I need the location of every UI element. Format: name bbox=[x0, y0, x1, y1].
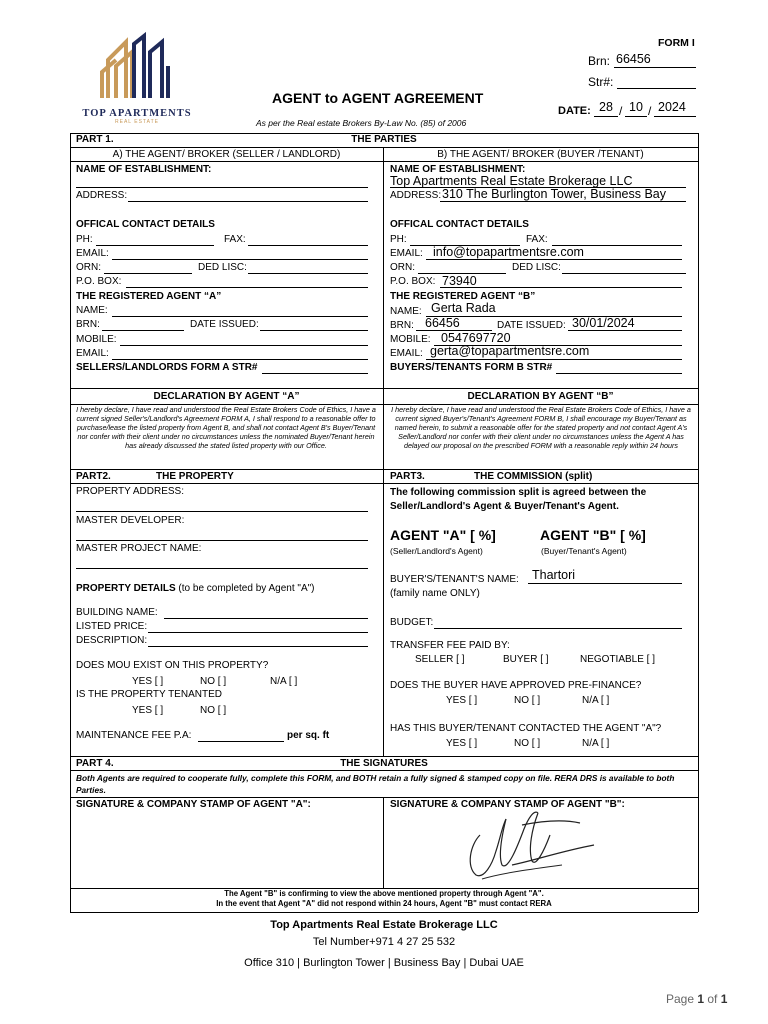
logo-mark-icon bbox=[78, 30, 196, 102]
form-id: FORM I bbox=[658, 37, 695, 49]
a-date-issued-field[interactable] bbox=[260, 330, 368, 331]
tenanted-no[interactable]: NO [ ] bbox=[200, 705, 227, 716]
b-brn-label: BRN: bbox=[390, 320, 414, 331]
transfer-buyer[interactable]: BUYER [ ] bbox=[503, 654, 549, 665]
b-date-issued-value[interactable]: 30/01/2024 bbox=[572, 316, 635, 330]
page-total: 1 bbox=[720, 992, 728, 1006]
a-ph-field[interactable] bbox=[96, 245, 214, 246]
page-of: of bbox=[704, 992, 721, 1006]
signature-b-label: SIGNATURE & COMPANY STAMP OF AGENT "B": bbox=[390, 799, 625, 810]
a-str-field[interactable] bbox=[262, 373, 368, 374]
page-title: AGENT to AGENT AGREEMENT bbox=[272, 90, 484, 106]
agent-a-split[interactable]: AGENT "A" [ %] bbox=[390, 527, 496, 543]
b-pobox-label: P.O. BOX: bbox=[390, 276, 436, 287]
b-ded-label: DED LISC: bbox=[512, 262, 561, 273]
part3-title: THE COMMISSION (split) bbox=[474, 471, 593, 482]
a-pobox-label: P.O. BOX: bbox=[76, 276, 122, 287]
description-label: DESCRIPTION: bbox=[76, 635, 148, 646]
buyer-name-value[interactable]: Thartori bbox=[532, 568, 576, 582]
master-project-field[interactable] bbox=[76, 568, 368, 569]
budget-field[interactable] bbox=[434, 628, 682, 629]
part4-title: THE SIGNATURES bbox=[340, 758, 428, 769]
a-email-field[interactable] bbox=[112, 259, 368, 260]
property-address-label: PROPERTY ADDRESS: bbox=[76, 486, 184, 497]
a-agent-email-field[interactable] bbox=[112, 359, 368, 360]
b-name-value[interactable]: Gerta Rada bbox=[431, 301, 496, 315]
mou-no[interactable]: NO [ ] bbox=[200, 676, 227, 687]
contacted-question: HAS THIS BUYER/TENANT CONTACTED THE AGENT "A"? bbox=[390, 723, 662, 734]
prefinance-yes[interactable]: YES [ ] bbox=[446, 695, 478, 706]
family-only-note: (family name ONLY) bbox=[390, 588, 480, 599]
prefinance-na[interactable]: N/A [ ] bbox=[582, 695, 610, 706]
a-name-label: NAME: bbox=[76, 305, 108, 316]
tenanted-yes[interactable]: YES [ ] bbox=[132, 705, 164, 716]
a-name-field[interactable] bbox=[112, 316, 368, 317]
b-orn-label: ORN: bbox=[390, 262, 415, 273]
b-contact-heading: OFFICAL CONTACT DETAILS bbox=[390, 219, 529, 230]
b-pobox-value[interactable]: 73940 bbox=[442, 274, 477, 288]
listed-price-label: LISTED PRICE: bbox=[76, 621, 148, 632]
b-fax-label: FAX: bbox=[526, 234, 548, 245]
a-establishment-field[interactable] bbox=[76, 187, 368, 188]
a-mobile-label: MOBILE: bbox=[76, 334, 117, 345]
logo-tagline: REAL ESTATE bbox=[115, 119, 159, 125]
property-address-field[interactable] bbox=[76, 511, 368, 512]
date-label: DATE: bbox=[558, 105, 591, 117]
b-mobile-label: MOBILE: bbox=[390, 334, 431, 345]
decl-a-title: DECLARATION BY AGENT “A” bbox=[153, 391, 300, 402]
a-pobox-field[interactable] bbox=[126, 287, 368, 288]
a-ded-field[interactable] bbox=[248, 273, 368, 274]
footer-note-1: The Agent "B" is confirming to view the above mentioned property through Agent "A". bbox=[224, 889, 544, 898]
b-ph-label: PH: bbox=[390, 234, 407, 245]
signature-a-area[interactable] bbox=[72, 812, 381, 886]
a-address-label: ADDRESS: bbox=[76, 190, 128, 201]
b-email-label: EMAIL: bbox=[390, 248, 423, 259]
b-agent-email-value[interactable]: gerta@topapartmentsre.com bbox=[430, 344, 590, 358]
b-str-field[interactable] bbox=[556, 373, 682, 374]
agent-b-sub: (Buyer/Tenant's Agent) bbox=[541, 546, 627, 556]
b-email-value[interactable]: info@topapartmentsre.com bbox=[433, 245, 584, 259]
a-establishment-label: NAME OF ESTABLISHMENT: bbox=[76, 164, 212, 175]
date-year[interactable]: 2024 bbox=[658, 100, 686, 114]
b-brn-value[interactable]: 66456 bbox=[425, 316, 460, 330]
footer-note-2: In the event that Agent "A" did not respond within 24 hours, Agent "B" must contact RERA bbox=[216, 899, 552, 908]
part4-note: Both Agents are required to cooperate fully, complete this FORM, and BOTH retain a fully signed & stamped copy on file. RERA DRS is available to both Parties. bbox=[76, 773, 675, 795]
company-name: Top Apartments Real Estate Brokerage LLC bbox=[270, 919, 498, 931]
a-brn-label: BRN: bbox=[76, 319, 100, 330]
company-logo bbox=[78, 30, 196, 125]
transfer-negotiable[interactable]: NEGOTIABLE [ ] bbox=[580, 654, 656, 665]
mou-question: DOES MOU EXIST ON THIS PROPERTY? bbox=[76, 660, 269, 671]
b-agent-email-label: EMAIL: bbox=[390, 348, 423, 359]
page-label: Page bbox=[666, 992, 698, 1006]
a-ph-label: PH: bbox=[76, 234, 93, 245]
transfer-fee-label: TRANSFER FEE PAID BY: bbox=[390, 640, 510, 651]
decl-b-title: DECLARATION BY AGENT “B” bbox=[467, 391, 614, 402]
buyer-name-label: BUYER'S/TENANT'S NAME: bbox=[390, 574, 519, 585]
part1-title: THE PARTIES bbox=[351, 134, 417, 145]
a-str-label: SELLERS/LANDLORDS FORM A STR# bbox=[76, 362, 258, 373]
b-establishment-label: NAME OF ESTABLISHMENT: bbox=[390, 164, 526, 175]
part3-label: PART3. bbox=[390, 471, 425, 482]
master-project-label: MASTER PROJECT NAME: bbox=[76, 543, 202, 554]
a-fax-label: FAX: bbox=[224, 234, 246, 245]
b-date-issued-label: DATE ISSUED: bbox=[497, 320, 566, 331]
str-label: Str#: bbox=[588, 75, 614, 89]
a-ded-label: DED LISC: bbox=[198, 262, 247, 273]
a-date-issued-label: DATE ISSUED: bbox=[190, 319, 259, 330]
b-str-label: BUYERS/TENANTS FORM B STR# bbox=[390, 362, 553, 373]
listed-price-field[interactable] bbox=[148, 632, 368, 633]
a-address-field[interactable] bbox=[128, 201, 368, 202]
a-agent-email-label: EMAIL: bbox=[76, 348, 109, 359]
b-establishment-value[interactable]: Top Apartments Real Estate Brokerage LLC bbox=[390, 174, 633, 188]
date-day[interactable]: 28 bbox=[599, 100, 613, 114]
b-ded-field[interactable] bbox=[562, 273, 686, 274]
property-details-bold: PROPERTY DETAILS bbox=[76, 583, 176, 594]
decl-a-text: I hereby declare, I have read and understood the Real Estate Brokers Code of Ethics, I have a current signed Seller's/Landlord's Agreement FORM A, I shall respond to a reasonable offer to purchase/lease the listed property from Agent B, and shall not contact Agent B's Buyer/Tenant nor confer with their client under no circumstances unless the nominated Buyer/Tenant herein has already discussed the stated listed property with our Office. bbox=[76, 405, 376, 450]
a-fax-field[interactable] bbox=[248, 245, 368, 246]
maintenance-label: MAINTENANCE FEE P.A: bbox=[76, 730, 192, 741]
page-current: 1 bbox=[697, 992, 705, 1006]
part1-label: PART 1. bbox=[76, 134, 114, 145]
part2-title: THE PROPERTY bbox=[156, 471, 234, 482]
contacted-no[interactable]: NO [ ] bbox=[514, 738, 541, 749]
commission-intro: The following commission split is agreed between the Seller/Landlord's Agent & Buyer/Tenant's Agent. bbox=[390, 487, 647, 512]
b-agent-heading: THE REGISTERED AGENT “B” bbox=[390, 291, 536, 302]
company-address: Office 310 | Burlington Tower | Business Bay | Dubai UAE bbox=[244, 957, 524, 969]
building-name-field[interactable] bbox=[164, 618, 368, 619]
company-tel: Tel Number+971 4 27 25 532 bbox=[312, 936, 456, 948]
property-details-heading bbox=[76, 583, 315, 595]
per-sqft-label: per sq. ft bbox=[287, 730, 330, 741]
b-mobile-value[interactable]: 0547697720 bbox=[441, 331, 511, 345]
building-name-label: BUILDING NAME: bbox=[76, 607, 158, 618]
decl-b-text: I hereby declare, I have read and understood the Real Estate Brokers Code of Ethics, I have a current signed Buyer's/Tenant's Agreement FORM B, I shall encourage my Buyer/Tenant as named herein, to submit a reasonable offer for the stated property and not contact Agent A's Seller/Landlord nor confer with their client under no circumstances unless the Agent A has delayed our proposal on the prescribed FORM with a reasonable reply within 24 hours bbox=[391, 405, 691, 450]
budget-label: BUDGET: bbox=[390, 617, 434, 628]
property-details-note: (to be completed by Agent "A") bbox=[175, 583, 315, 594]
agent-b-split[interactable]: AGENT "B" [ %] bbox=[540, 527, 646, 543]
a-orn-field[interactable] bbox=[104, 273, 192, 274]
signature-a-label: SIGNATURE & COMPANY STAMP OF AGENT "A": bbox=[76, 799, 311, 810]
maintenance-field[interactable] bbox=[198, 741, 284, 742]
a-orn-label: ORN: bbox=[76, 262, 101, 273]
master-developer-field[interactable] bbox=[76, 540, 368, 541]
date-month[interactable]: 10 bbox=[629, 100, 643, 114]
prefinance-no[interactable]: NO [ ] bbox=[514, 695, 541, 706]
page-subtitle: As per the Real estate Brokers By-Law No. (85) of 2006 bbox=[256, 118, 467, 128]
a-agent-heading: THE REGISTERED AGENT “A” bbox=[76, 291, 222, 302]
logo-brand: TOP APARTMENTS bbox=[82, 108, 192, 119]
b-name-label: NAME: bbox=[390, 306, 422, 317]
contacted-na[interactable]: N/A [ ] bbox=[582, 738, 610, 749]
brn-value[interactable]: 66456 bbox=[616, 52, 651, 66]
part2-label: PART2. bbox=[76, 471, 111, 482]
brn-label: Brn: bbox=[588, 54, 611, 68]
col-b-heading: B) THE AGENT/ BROKER (BUYER /TENANT) bbox=[437, 149, 644, 160]
tenanted-question: IS THE PROPERTY TENANTED bbox=[76, 689, 222, 700]
agent-a-sub: (Seller/Landlord's Agent) bbox=[390, 546, 483, 556]
agent-b-signature-icon bbox=[462, 805, 602, 883]
col-a-heading: A) THE AGENT/ BROKER (SELLER / LANDLORD) bbox=[112, 149, 341, 160]
transfer-seller[interactable]: SELLER [ ] bbox=[415, 654, 465, 665]
b-address-value[interactable]: 310 The Burlington Tower, Business Bay bbox=[442, 187, 666, 201]
description-field[interactable] bbox=[148, 646, 368, 647]
a-mobile-field[interactable] bbox=[120, 345, 368, 346]
a-email-label: EMAIL: bbox=[76, 248, 109, 259]
prefinance-question: DOES THE BUYER HAVE APPROVED PRE-FINANCE? bbox=[390, 680, 642, 691]
a-contact-heading: OFFICAL CONTACT DETAILS bbox=[76, 219, 215, 230]
contacted-yes[interactable]: YES [ ] bbox=[446, 738, 478, 749]
part4-label: PART 4. bbox=[76, 758, 114, 769]
master-developer-label: MASTER DEVELOPER: bbox=[76, 515, 185, 526]
mou-yes[interactable]: YES [ ] bbox=[132, 676, 164, 687]
page-indicator bbox=[666, 992, 727, 1006]
mou-na[interactable]: N/A [ ] bbox=[270, 676, 298, 687]
b-address-label: ADDRESS: bbox=[390, 190, 442, 201]
a-brn-field[interactable] bbox=[102, 330, 184, 331]
